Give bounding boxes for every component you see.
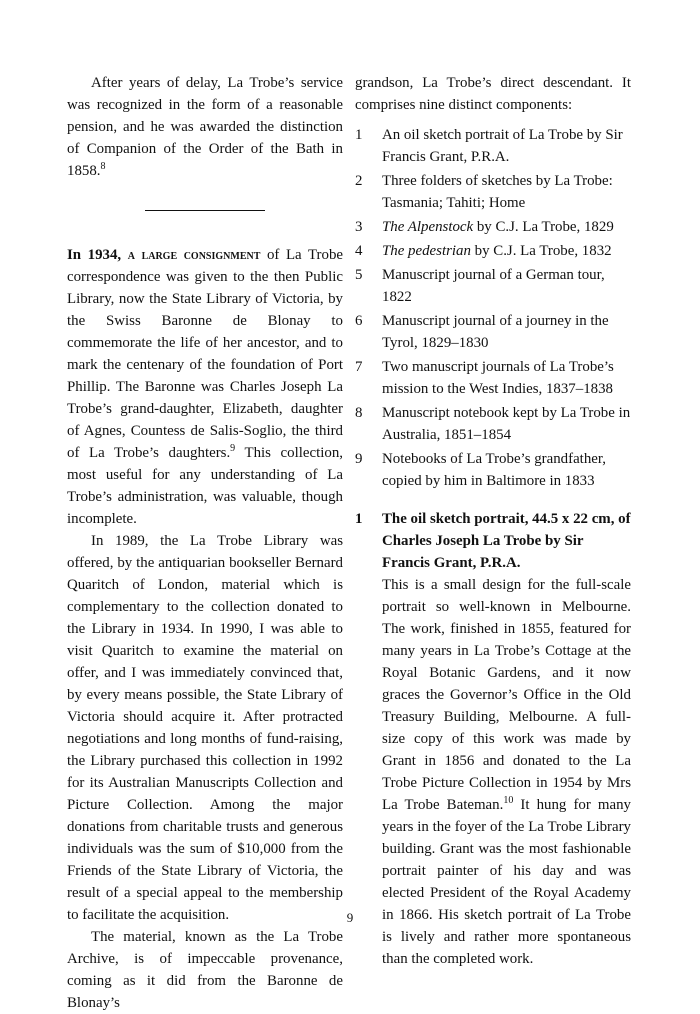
list-item — [355, 124, 631, 168]
list-item-number: 9 — [355, 451, 363, 467]
list-item-text: Manuscript notebook kept by La Trobe in Australia, 1851–1854 — [382, 405, 631, 443]
right-column — [355, 72, 631, 970]
section-divider — [145, 210, 265, 211]
list-item-text: An oil sketch portrait of La Trobe by Sir Francis Grant, P.R.A. — [382, 127, 623, 165]
paragraph-1989-quaritch: In 1989, the La Trobe Library was offered, by the antiquarian bookseller Bernard Quaritch of London, material which is complementary to the collection donated to the Library in 1934. In 1990, I was able to visit Quaritch to examine the material on offer, and I was immediately convinced that, by every means possible, the State Library of Victoria should acquire it. After protracted negotiations and long months of fund-raising, the Library purchased this collection in 1992 for its Australian Manuscripts Collection and Picture Collection. Among the major donations from charitable trusts and generous individuals was the sum of $10,000 from the Friends of the State Library of Victoria, the result of a special appeal to the membership to facilitate the acquisition. — [67, 533, 343, 923]
paragraph-la-trobe-archive: The material, known as the La Trobe Archive, is of impeccable provenance, coming as it did from the Baronne de Blonay’s — [67, 929, 343, 1011]
list-item — [355, 264, 631, 308]
list-item-number: 7 — [355, 359, 363, 375]
list-item — [355, 310, 631, 354]
list-item-number: 8 — [355, 405, 363, 421]
footnote-ref-8: 8 — [100, 161, 106, 172]
entry-number: 1 — [355, 511, 363, 527]
list-item — [355, 402, 631, 446]
list-item — [355, 170, 631, 214]
paragraph-1934-consignment: In 1934, a large consignment of La Trobe correspondence was given to the then Public Library, now the State Library of Victoria, by the Swiss Baronne de Blonay to commemorate the life of her ancestor, and to mark the centenary of the foundation of Port Phillip. The Baronne was Charles Joseph La Trobe’s grand-daughter, Elizabeth, daughter of Agnes, Countess de Salis-Soglio, the third of La Trobe’s daughters.$^9$ This collection, most useful for any understanding of La Trobe’s administration, was valuable, though incomplete. — [67, 247, 344, 527]
paragraph-components-intro: grandson, La Trobe’s direct descendant. It comprises nine distinct components: — [355, 75, 631, 113]
left-column — [67, 72, 343, 1014]
book-title: The Alpenstock — [382, 219, 474, 235]
list-item-number: 4 — [355, 243, 363, 259]
list-item — [355, 356, 631, 400]
list-item-text: Three folders of sketches by La Trobe: Tasmania; Tahiti; Home — [382, 173, 613, 211]
components-list — [355, 124, 631, 492]
entry-title: The oil sketch portrait, 44.5 x 22 cm, of Charles Joseph La Trobe by Sir Francis Grant, P.R.A. — [382, 511, 631, 571]
lead-small-caps: a large consignment — [127, 247, 261, 263]
list-item-number: 3 — [355, 219, 363, 235]
list-item-number: 1 — [355, 127, 363, 143]
entry-body: This is a small design for the full-scale portrait so well-known in Melbourne. The work, finished in 1855, featured for many years in La Trobe’s Cottage at the Royal Botanic Gardens, and it now graces the Governor’s Office in the Old Treasury Building, Melbourne. A full-size copy of this work was made by Grant in 1856 and donated to the La Trobe Picture Collection in 1954 by Mrs La Trobe Bateman.$^{10}$ It hung for many years in the foyer of the La Trobe Library building. Grant was the most fashionable portrait painter of his day and was elected President of the Royal Academy in 1866. His sketch portrait of La Trobe is lively and rather more spontaneous than the completed work. — [382, 577, 632, 967]
list-item — [355, 240, 631, 262]
list-item — [355, 448, 631, 492]
list-item-text: Manuscript journal of a journey in the Tyrol, 1829–1830 — [382, 313, 609, 351]
list-item-text: The Alpenstock by C.J. La Trobe, 1829 — [382, 219, 614, 235]
book-title: The pedestrian — [382, 243, 471, 259]
entry-oil-sketch-portrait — [355, 508, 631, 970]
list-item-number: 6 — [355, 313, 363, 329]
paragraph-bath-honour: After years of delay, La Trobe’s service was recognized in the form of a reasonable pension, and he was awarded the distinction of Companion of the Order of the Bath in 1858.$^8$ — [67, 75, 343, 179]
page-number: 9 — [346, 910, 354, 925]
lead-year: In 1934, — [67, 247, 122, 263]
list-item-text: Notebooks of La Trobe’s grandfather, copied by him in Baltimore in 1833 — [382, 451, 606, 489]
list-item-number: 5 — [355, 267, 363, 283]
list-item-text: Manuscript journal of a German tour, 1822 — [382, 267, 605, 305]
footnote-ref-10: 10 — [503, 795, 514, 806]
list-item-number: 2 — [355, 173, 363, 189]
list-item — [355, 216, 631, 238]
list-item-text: The pedestrian by C.J. La Trobe, 1832 — [382, 243, 612, 259]
footnote-ref-9: 9 — [230, 443, 236, 454]
list-item-text: Two manuscript journals of La Trobe’s mission to the West Indies, 1837–1838 — [382, 359, 614, 397]
